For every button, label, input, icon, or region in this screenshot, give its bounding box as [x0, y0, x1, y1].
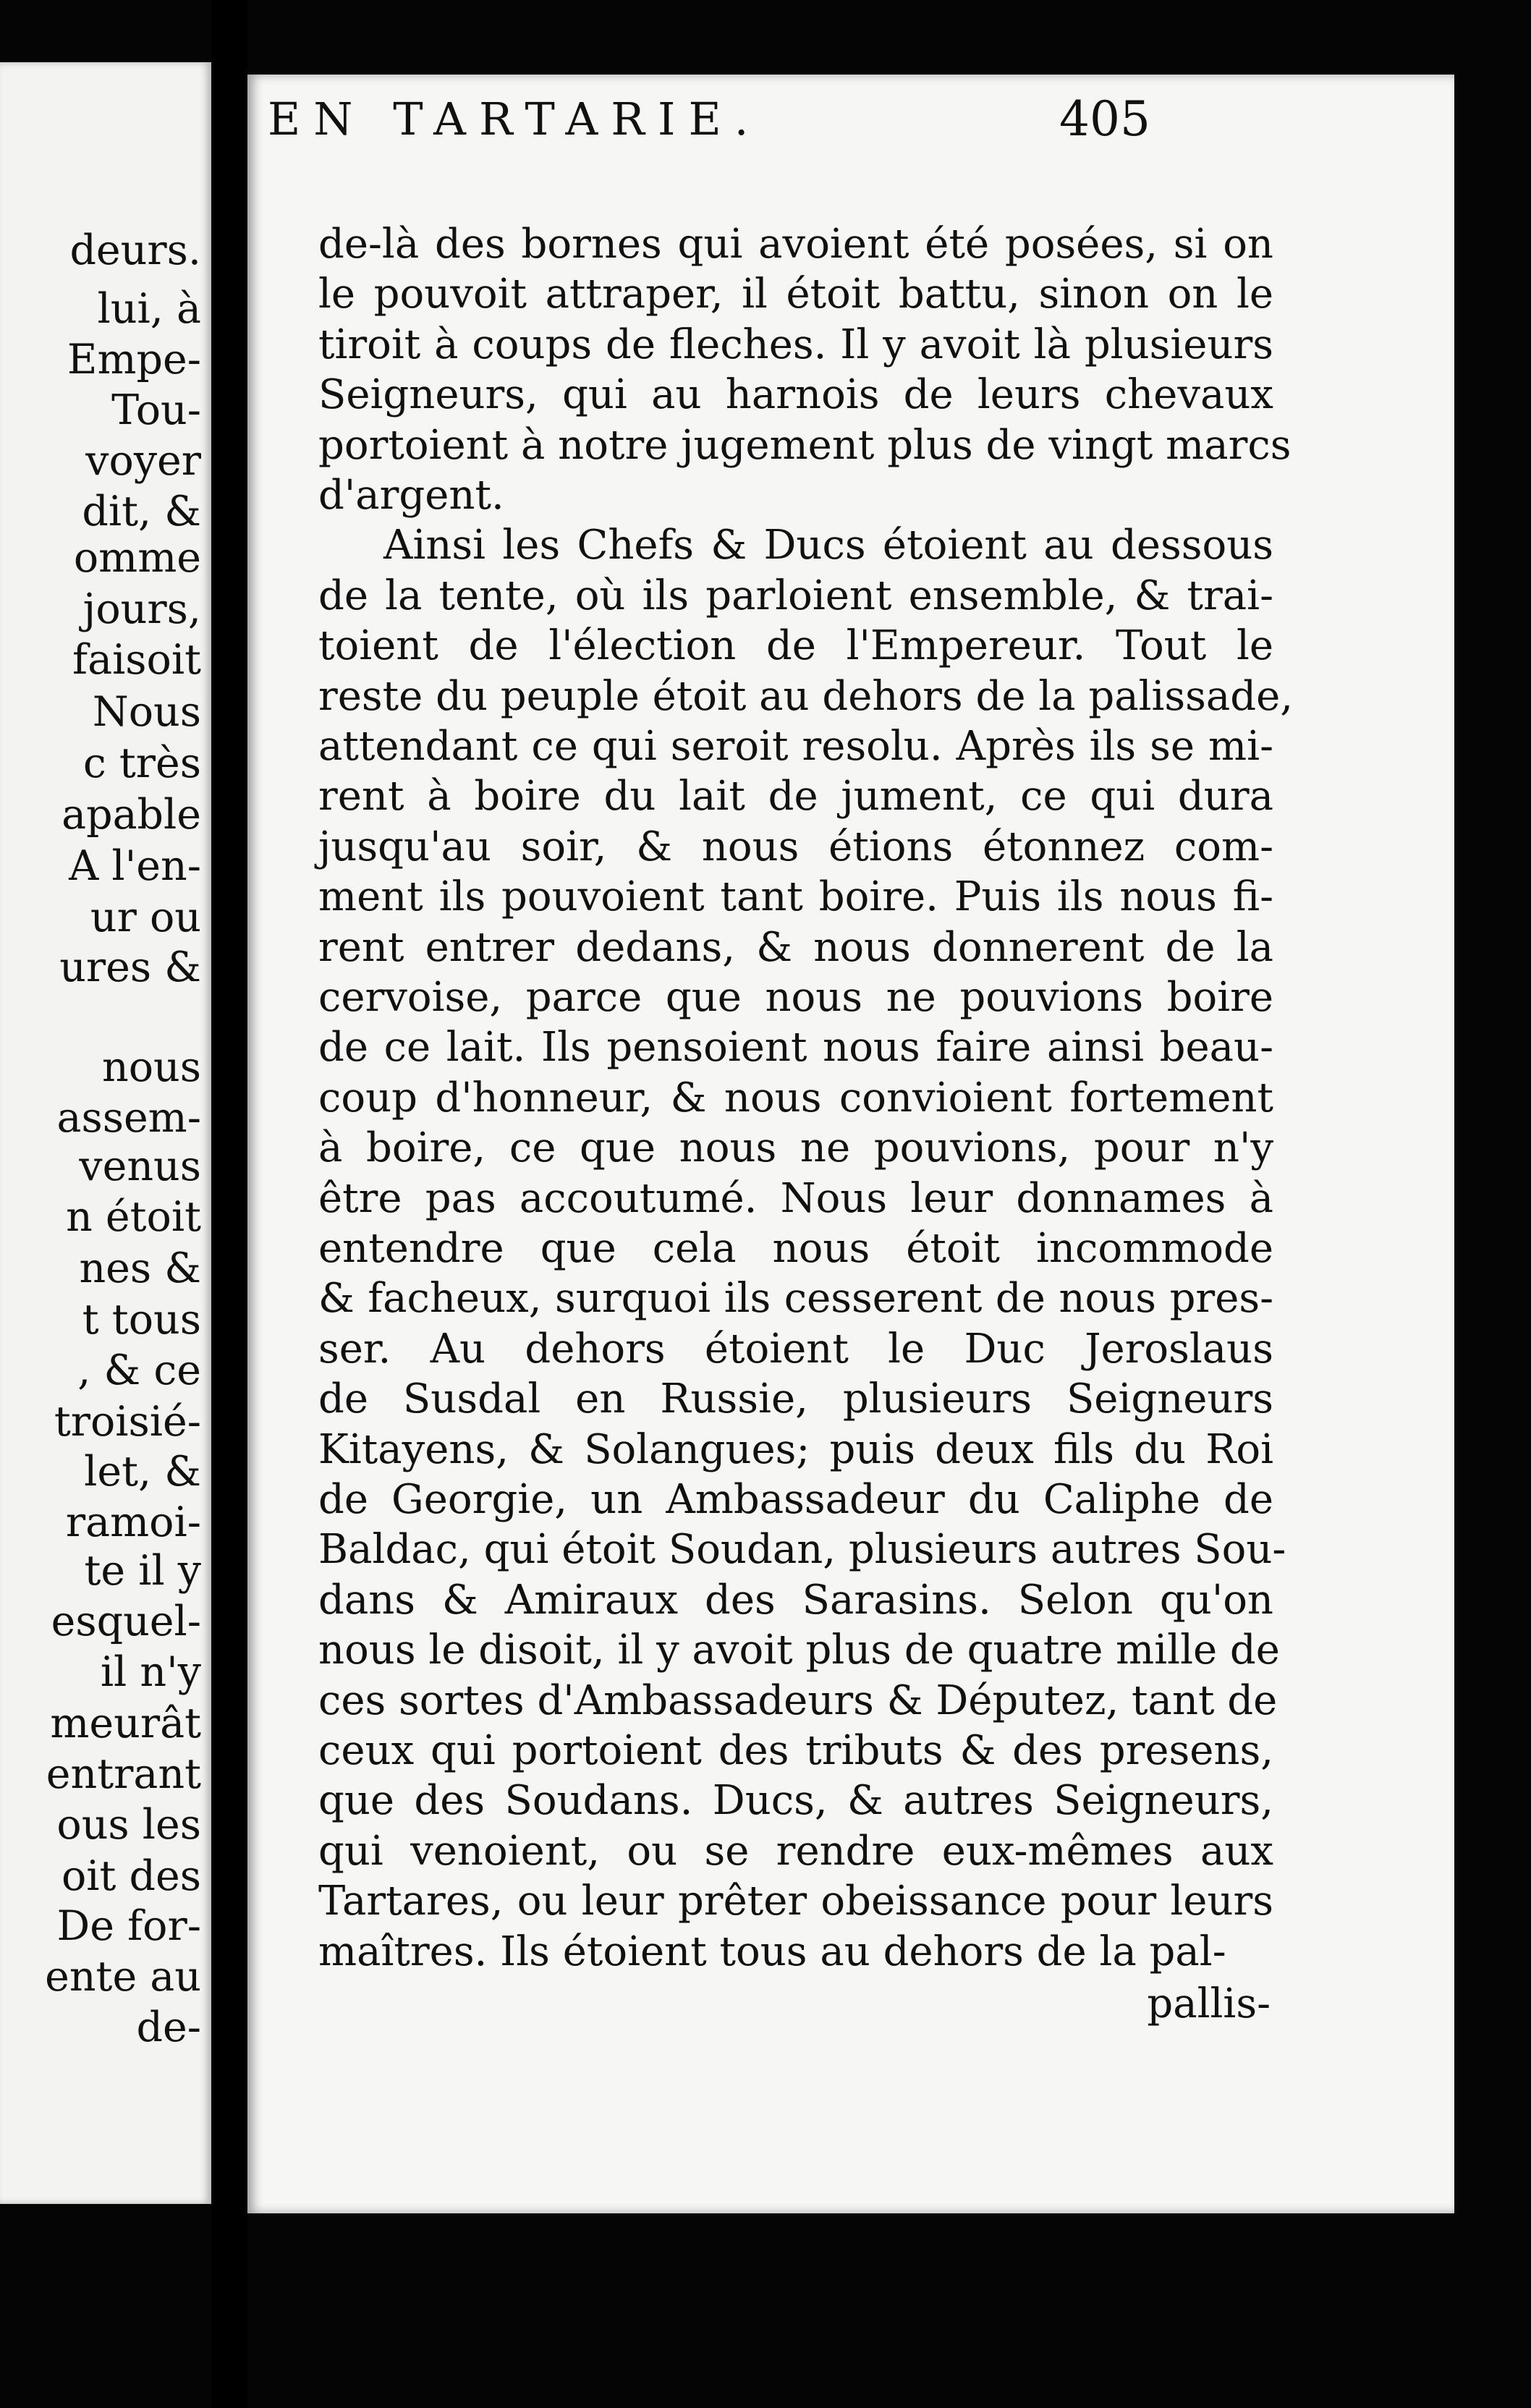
text-line: Baldac, qui étoit Soudan, plusieurs autres Sou- [318, 1526, 1286, 1573]
left-page-line: A l'en- [69, 842, 201, 890]
text-line: tiroit à coups de fleches. Il y avoit là plusieurs [318, 321, 1273, 368]
left-page-line: entrant [46, 1750, 201, 1798]
catchword: pallis- [1147, 1980, 1271, 2027]
text-line: Kitayens, & Solangues; puis deux fils du Roi [318, 1426, 1273, 1473]
text-line: ceux qui portoient des tributs & des presens, [318, 1727, 1273, 1774]
text-line: rent à boire du lait de jument, ce qui dura [318, 773, 1273, 820]
left-page-line: ramoi- [65, 1498, 201, 1546]
text-line: Ainsi les Chefs & Ducs étoient au dessous [383, 522, 1273, 569]
text-line: de-là des bornes qui avoient été posées, si on [318, 221, 1273, 268]
left-page-line: oit des [61, 1852, 201, 1900]
left-page-line: nous [102, 1043, 201, 1091]
text-line: être pas accoutumé. Nous leur donnames à [318, 1175, 1273, 1222]
left-page-line: troisié- [54, 1398, 201, 1446]
left-page-line: Nous [92, 688, 201, 736]
text-line: dans & Amiraux des Sarasins. Selon qu'on [318, 1577, 1273, 1624]
text-line: que des Soudans. Ducs, & autres Seigneurs, [318, 1777, 1273, 1824]
text-line: & facheux, surquoi ils cesserent de nous pres- [318, 1275, 1273, 1322]
left-page-line: let, & [84, 1448, 201, 1496]
left-page-line: jours, [82, 585, 201, 633]
left-page-line: apable [62, 791, 201, 839]
left-page-line: assem- [56, 1094, 201, 1142]
text-line: attendant ce qui seroit resolu. Après ils se mi- [318, 723, 1273, 770]
left-page-line: ente au [45, 1953, 201, 2001]
left-page-line: il n'y [100, 1648, 201, 1696]
text-line: qui venoient, ou se rendre eux-mêmes aux [318, 1828, 1273, 1875]
text-line: ment ils pouvoient tant boire. Puis ils nous fi- [318, 873, 1273, 920]
page-number: 405 [1059, 91, 1150, 147]
left-page-line: Empe- [67, 336, 201, 383]
left-page-line: dit, & [82, 488, 201, 535]
text-line: de Susdal en Russie, plusieurs Seigneurs [318, 1375, 1273, 1423]
text-line: Tartares, ou leur prêter obeissance pour leurs [318, 1878, 1273, 1925]
text-line: à boire, ce que nous ne pouvions, pour n'y [318, 1124, 1273, 1171]
left-page-line: voyer [85, 437, 201, 485]
text-line: de Georgie, un Ambassadeur du Caliphe de [318, 1476, 1273, 1523]
left-page-line: ur ou [90, 894, 201, 941]
running-head-title: EN TARTARIE. [268, 93, 762, 145]
text-line: nous le disoit, il y avoit plus de quatre mille de [318, 1627, 1280, 1674]
text-line: Seigneurs, qui au harnois de leurs chevaux [318, 371, 1273, 418]
text-line: toient de l'élection de l'Empereur. Tout le [318, 622, 1273, 669]
text-line: d'argent. [318, 472, 504, 519]
text-line: ser. Au dehors étoient le Duc Jeroslaus [318, 1326, 1273, 1373]
left-facing-page [0, 62, 211, 2204]
text-line: cervoise, parce que nous ne pouvions boire [318, 974, 1273, 1021]
text-line: reste du peuple étoit au dehors de la palissade, [318, 673, 1294, 720]
left-page-line: faisoit [72, 636, 201, 684]
left-page-line: esquel- [51, 1598, 201, 1645]
left-page-line: , & ce [77, 1347, 201, 1394]
text-line: coup d'honneur, & nous convioient fortement [318, 1074, 1273, 1122]
left-page-line: Tou- [111, 386, 201, 434]
left-page-line: n étoit [66, 1193, 201, 1241]
left-page-line: venus [79, 1142, 201, 1190]
text-line: de la tente, où ils parloient ensemble, & trai- [318, 572, 1273, 619]
running-head [268, 87, 1150, 152]
left-page-line: meurât [50, 1700, 201, 1747]
left-page-line: de- [136, 2004, 201, 2051]
left-page-line: c très [82, 739, 201, 787]
left-page-line: nes & [79, 1245, 201, 1292]
text-line: portoient à notre jugement plus de vingt marcs [318, 422, 1292, 469]
left-page-line: De for- [56, 1902, 201, 1950]
text-line: rent entrer dedans, & nous donnerent de la [318, 924, 1273, 971]
left-page-line: lui, à [97, 285, 201, 333]
left-page-line: te il y [84, 1547, 201, 1595]
left-page-line: ures & [59, 944, 201, 991]
left-page-line: omme [73, 534, 201, 582]
book-gutter [211, 0, 247, 2408]
left-page-line: ous les [56, 1801, 201, 1849]
text-line: le pouvoit attraper, il étoit battu, sinon on le [318, 271, 1273, 318]
left-page-line: t tous [82, 1296, 201, 1344]
text-line: de ce lait. Ils pensoient nous faire ainsi beau- [318, 1024, 1273, 1071]
text-line: maîtres. Ils étoient tous au dehors de la pal- [318, 1928, 1226, 1975]
text-line: entendre que cela nous étoit incommode [318, 1225, 1273, 1272]
text-line: jusqu'au soir, & nous étions étonnez com- [318, 823, 1273, 870]
left-page-line: deurs. [69, 226, 201, 274]
text-line: ces sortes d'Ambassadeurs & Députez, tant de [318, 1677, 1278, 1724]
